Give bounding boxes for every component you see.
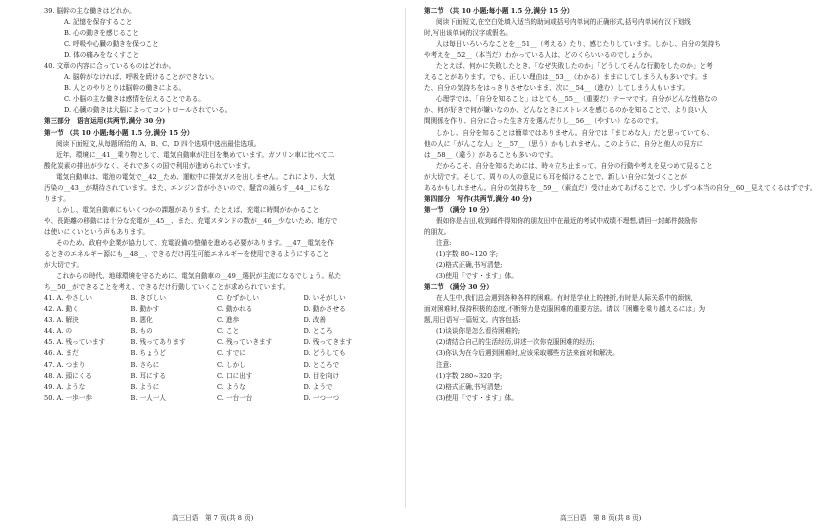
passage-line: これからの時代、地球環境を守るために、電気自動車の__49__選択が主流になるでしょう。私た [56,272,342,281]
options-50: 50. A. 一歩一歩 B. 一人一人 C. 一台一台 D. 一つ一つ [44,393,340,402]
writing-prompt: 面对困难时,保持积极的态度,不断努力是克服困难的重要方法。请以「困難を乗り越えるには」为 [424,305,706,314]
page-footer-left: 高三日语 第 7 页(共 8 页) [172,514,254,522]
page-footer-right: 高三日语 第 8 页(共 8 页) [560,514,642,522]
passage-line: は使いにくいという声もあります。 [44,227,149,236]
section2-heading: 第二节 （共 10 小题;每小题 1.5 分,满分 15 分） [424,7,574,15]
passage-line: た、自分の気持ちをはっきりさせないまま、次に__54__（進む）してしまう人もいます。 [424,84,690,93]
options-45: 45. A. 残っています B. 残ってあります C. 残っていきます D. 残ってきます [44,338,353,347]
q40-option-b: B. 人とのやりとりは脳幹の働きによる。 [64,84,186,93]
note-item: (1)字数 80~120 字; [436,250,499,259]
note-label: 注意: [436,360,452,369]
q39-option-a: A. 記憶を保存すること [64,18,133,27]
writing-prompt: 题,用日语写一篇短文。内容包括: [424,316,521,325]
passage-line: 汚染の__43__が期待されています。また、エンジン音が小さいので、騒音の減らす__44__にもな [44,183,331,192]
left-column [44,6,390,404]
q40-option-a: A. 脳幹がなければ、呼吸を続けることができない。 [64,73,219,82]
writing-section1-heading: 第一节 （满分 10 分） [424,205,493,214]
note-item: (2)格式正确,书写清楚; [436,382,503,391]
passage-line: ち__50__ができることを考え、できるだけ行動していくことが求められています。 [44,283,290,292]
content-item: (3)你认为在今后遇到困难时,应该采取哪些方法来面对和解决。 [436,349,619,358]
options-46: 46. A. まだ B. ちょうど C. すでに D. どうしても [44,349,346,358]
passage-line: しかし、電気自動車にもいくつかの課題があります。たとえば、充電に時間がかかること [56,205,320,214]
options-43: 43. A. 解決 B. 悪化 C. 進歩 D. 改善 [44,316,326,325]
passage-line: や考えを__52__（本当だ）わかっている人は、どのくらいいるのでしょうか。 [424,51,657,60]
instruction: 时,写出该单词的汉字或假名。 [424,29,512,38]
passage-line: 酸化炭素の排出が少なく、それで多くの国で利用が進められています。 [44,161,255,170]
note-item: (1)字数 280~320 字; [436,371,503,380]
note-item: (3)使用「です・ます」体。 [436,393,518,402]
passage-line: 間関係を作り、自分に合った生き方を選んだりし__56__（やすい）なるのです。 [424,117,663,126]
note-item: (3)使用「です・ます」体。 [436,272,518,281]
passage-line: 電気自動車は、電池の電気で__42__ため、運転中に排気ガスを出しません。これにより、大気 [56,172,335,181]
passage-line: や、長距離の移動には十分な充電が__45__、また、充電スタンドの数が__46__少ないため、地方で [44,216,338,225]
options-47: 47. A. つまり B. さらに C. しかし D. ところで [44,360,340,369]
passage-line: か、何が好きで何が嫌いなのか、どんなときにストレスを感じるのかを知ることで、より良い人 [424,106,708,115]
instruction: 阅读下面短文,在空白处填入适当的助词或括号内单词的正确形式,括号内单词有汉下划线 [436,18,691,27]
q39-option-c: C. 呼吸や心臓の動きを保つこと [64,40,159,49]
passage-line: が大切です。そして、周りの人の意見にも耳を傾けることで、新しい自分に気づくことが [424,172,687,181]
writing-prompt: 假如你是吉田,收到邮件得知你的朋友田中在最近的考试中成绩不理想,请回一封邮件鼓励你 [436,216,698,225]
question-40: 40. 文章の内容に合っているものはどれか。 [44,62,176,71]
part4-heading: 第四部分 写作(共两节,满分 40 分) [424,194,533,203]
writing-prompt: 的朋友。 [424,227,451,236]
part3-section1-heading: 第一节 （共 10 小题;每小题 1.5 分,满分 15 分） [44,128,194,137]
passage-line: 近年、環境に__41__乗り物として、電気自動車が注目を集めています。ガソリン車に比べて二 [56,150,335,159]
content-item: (2)请结合自己的生活经历,讲述一次你克服困难的经历; [436,338,595,347]
note-item: (2)格式正确,书写清楚; [436,261,503,270]
writing-section2-heading: 第二节 （满分 30 分） [424,283,493,292]
passage-line: 他の人に「がんこな人」と__57__（思う）かもしれません。このように、自分と他人の見方に [424,139,704,148]
instruction: 阅读下面短文,从每题所给的 A、B、C、D 四个选项中选出最佳选项。 [56,139,261,148]
q39-option-b: B. 心の動きを感じること [64,29,139,38]
options-49: 49. A. ような B. ように C. ような D. ようで [44,382,333,391]
question-39: 39. 脳幹の主な働きはどれか。 [44,7,136,15]
part3-heading: 第三部分 语言运用(共两节,满分 30 分) [44,117,166,126]
content-item: (1)谈谈你是怎么看待困难的; [436,327,521,336]
passage-line: そのため、政府や企業が協力して、充電設備の整備を進める必要があります。__47__電気を作 [56,238,334,247]
passage-line: 人は毎日いろいろなことを__51__（考える）たり、感じたりしています。しかし、自分の気持ち [436,40,721,49]
passage-line: は__58__（違う）があることも多いのです。 [424,150,558,159]
options-41: 41. A. やさしい B. きびしい C. むずかしい D. いそがしい [44,294,346,303]
q40-option-c: C. 小脳の主な働きは感情を伝えることである。 [64,95,205,104]
column-divider [405,8,406,508]
passage-line: だからこそ、自分を知るためには、時々立ち止まって、自分の行動や考えを見つめて見ること [436,161,713,170]
options-44: 44. A. の B. もの C. こと D. ところ [44,327,333,336]
writing-prompt: 在人生中,我们总会遇到各种各样的困难。有时是学业上的挫折,有时是人际关系中的烦恼, [436,294,693,303]
passage-line: が大切です。 [44,261,84,270]
passage-line: しかし、自分を知ることは簡単ではありません。自分では「まじめな人」だと思っていても、 [436,128,714,137]
right-column [424,6,817,404]
q39-option-d: D. 体の痛みをなくすこと [64,51,140,60]
passage-line: えることがあります。でも、正しい理由は__53__（わかる）ままにしてしまう人も多いです。ま [424,73,709,82]
q40-option-d: D. 心臓の動きは大脳によってコントロールされている。 [64,106,232,115]
passage-line: 心理学では、「自分を知ること」はとても__55__（重要だ）テーマです。自分がどんな性格なの [436,95,718,104]
passage-line: るときのエネルギー源にも__48__、できるだけ再生可能エネルギーを使用できるようにすること [44,250,330,259]
passage-line: たとえば、何かに失敗したとき、「なぜ失敗したのか」「どうしてそんな行動をしたのか」と考 [436,62,713,71]
note-label: 注意: [436,238,452,247]
passage-line: ります。 [44,194,70,203]
options-48: 48. A. 頭にくる B. 耳にする C. 口に出す D. 目を向け [44,371,340,380]
passage-line: あるかもしれません。自分の気持ちを__59__（素直だ）受け止めてあげることで、少しずつ本当の自分__60__見えてくるはずです。 [424,183,817,192]
options-42: 42. A. 動く B. 動かす C. 動かれる D. 動かさせる [44,305,346,314]
